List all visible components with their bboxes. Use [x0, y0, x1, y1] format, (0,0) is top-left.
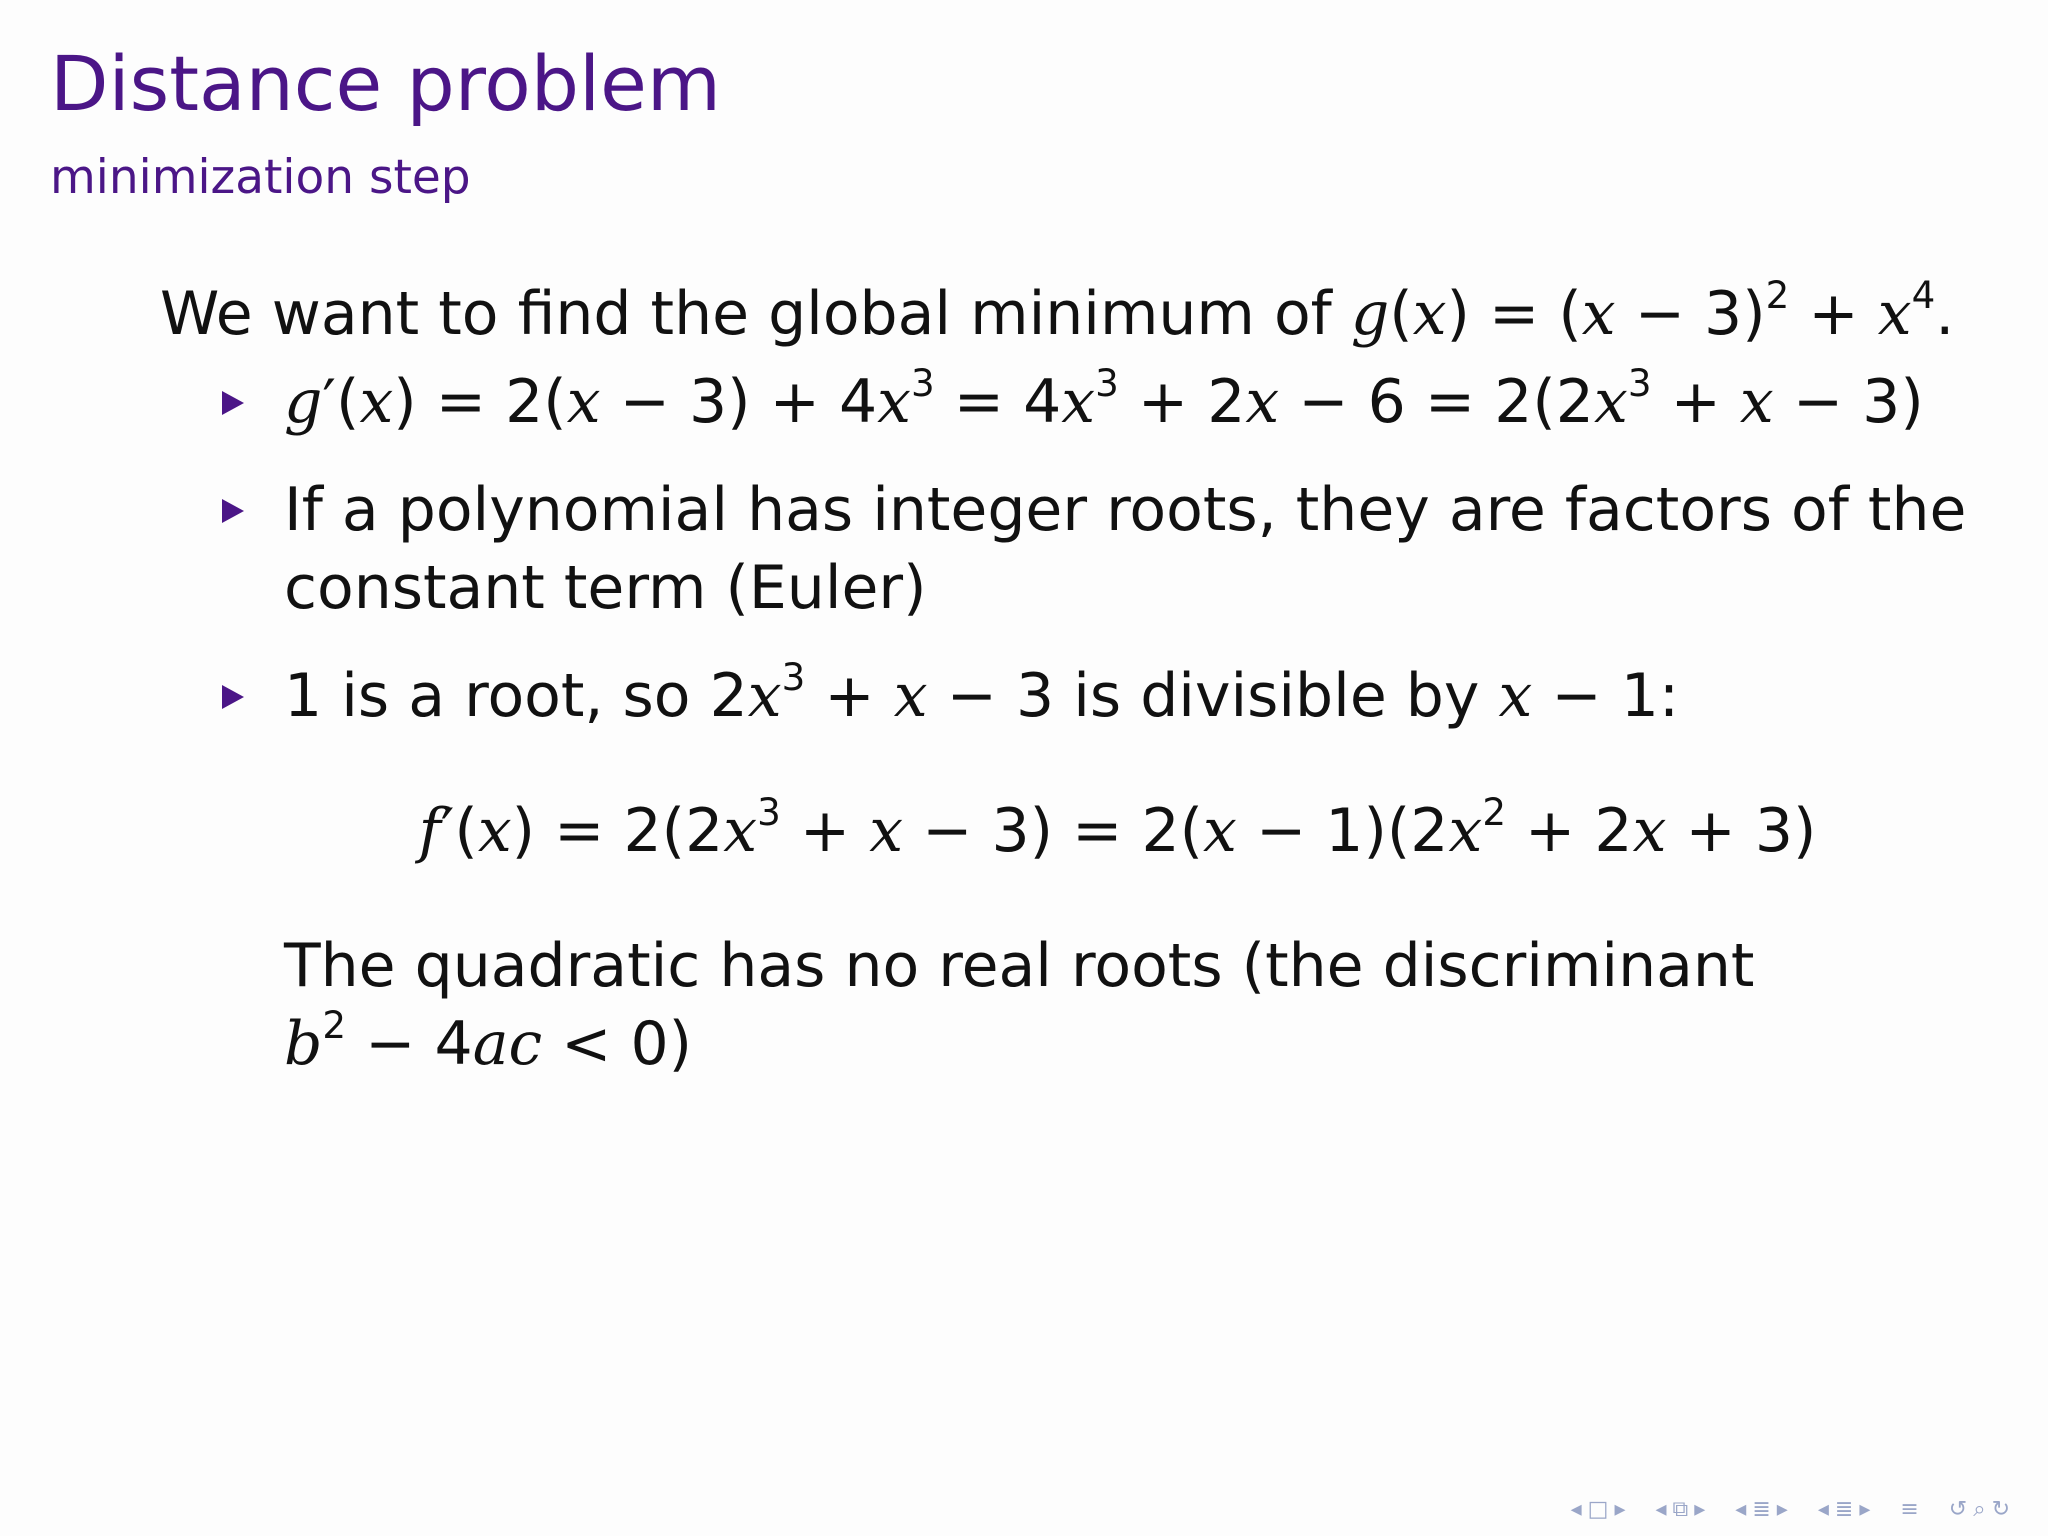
redo-icon[interactable]: ↻ [1991, 1497, 2010, 1522]
math-var: g [1350, 279, 1390, 349]
math-var: x [893, 661, 928, 731]
math-var: x [1498, 661, 1533, 731]
nav-align-group [1900, 1497, 1918, 1522]
math-op: ( [1389, 279, 1413, 349]
math-op: ) = 2( [393, 367, 567, 437]
math-op: + 3) [1666, 796, 1817, 866]
section-icon[interactable]: ≣ [1834, 1497, 1854, 1522]
math-exponent: 3 [911, 360, 935, 405]
math-op: . [1935, 279, 1955, 349]
math-op: + [1651, 367, 1740, 437]
math-op: ) = ( [1446, 279, 1582, 349]
intro-line [160, 272, 1980, 353]
subsection-icon[interactable]: ⧉ [1672, 1497, 1689, 1522]
math-op: − 6 = 2(2 [1279, 367, 1594, 437]
math-var: x [1412, 279, 1447, 349]
nav-section-group-2 [1818, 1497, 1871, 1522]
intro-text: We want to find the global minimum of [160, 279, 1351, 349]
arrow-right-icon[interactable]: ▸ [1859, 1497, 1871, 1522]
bullet-triangle-icon [222, 685, 244, 709]
section-icon[interactable]: ≣ [1752, 1497, 1771, 1522]
nav-frame-group [1571, 1497, 1626, 1522]
math-var: x [1877, 279, 1912, 349]
math-var: x [477, 796, 512, 866]
math-op: − 3 is divisible by [927, 661, 1499, 731]
math-op: − 1)(2 [1236, 796, 1449, 866]
math-op: ) = 2(2 [511, 796, 724, 866]
math-var: x [747, 661, 782, 731]
slide-body [160, 272, 1980, 1083]
math-var: g [284, 367, 323, 437]
math-var: x [877, 367, 911, 437]
slide-title: Distance problem [50, 39, 721, 128]
math-op: + 2 [1505, 796, 1633, 866]
display-equation [160, 789, 1980, 867]
bullet-text-line: constant term (Euler) [284, 553, 927, 623]
arrow-left-icon[interactable]: ◂ [1735, 1497, 1747, 1522]
math-var: x [1061, 367, 1096, 437]
math-op: − 4 [346, 1009, 473, 1079]
arrow-left-icon[interactable]: ◂ [1655, 1497, 1667, 1522]
math-op: + [805, 661, 894, 731]
nav-search-group [1949, 1497, 2010, 1522]
math-var: x [723, 796, 758, 866]
align-icon[interactable]: ≡ [1900, 1497, 1919, 1522]
math-op: − 3) [1615, 279, 1766, 349]
bullet-root [160, 654, 1980, 735]
math-exponent: 4 [1911, 272, 1936, 317]
math-var: x [566, 367, 601, 437]
math-exponent: 2 [1765, 272, 1790, 317]
nav-subsection-group [1655, 1497, 1705, 1522]
arrow-right-icon[interactable]: ▸ [1694, 1497, 1706, 1522]
bullet-triangle-icon [222, 391, 244, 415]
math-exponent: 3 [1627, 360, 1652, 405]
math-exponent: 2 [1482, 789, 1506, 834]
bullet-list [160, 360, 1980, 735]
math-var: x [1632, 796, 1667, 866]
math-op: 1 is a root, so 2 [284, 661, 748, 731]
arrow-right-icon[interactable]: ▸ [1776, 1497, 1788, 1522]
math-op: = 4 [934, 367, 1062, 437]
math-var: ac [472, 1009, 543, 1079]
bullet-integer-roots [160, 471, 1980, 627]
math-var: x [1739, 367, 1774, 437]
math-op: + [1789, 279, 1878, 349]
arrow-left-icon[interactable]: ◂ [1570, 1497, 1582, 1522]
conclusion-paragraph [160, 927, 1980, 1083]
math-var: x [869, 796, 904, 866]
nav-section-group [1735, 1497, 1788, 1522]
search-icon[interactable]: ⌕ [1973, 1497, 1986, 1522]
math-op: − 3) + 4 [600, 367, 878, 437]
math-var: x [1581, 279, 1616, 349]
math-op: ′( [322, 367, 360, 437]
frame-icon[interactable]: □ [1587, 1497, 1609, 1522]
math-op: − 3) [1773, 367, 1924, 437]
conclusion-text: The quadratic has no real roots (the discriminant [284, 931, 1755, 1001]
slide-subtitle: minimization step [50, 150, 471, 205]
math-exponent: 3 [757, 789, 781, 834]
math-var: x [1203, 796, 1237, 866]
undo-icon[interactable]: ↺ [1948, 1497, 1968, 1522]
bullet-text-line: If a polynomial has integer roots, they are factors of the [284, 475, 1967, 545]
math-op: − 3) = 2( [903, 796, 1204, 866]
math-exponent: 2 [322, 1002, 347, 1047]
math-op: − 1: [1532, 661, 1680, 731]
math-exponent: 3 [1095, 360, 1119, 405]
arrow-left-icon[interactable]: ◂ [1817, 1497, 1829, 1522]
math-var: x [1448, 796, 1483, 866]
math-var: f [418, 796, 441, 866]
math-op: ′( [440, 796, 478, 866]
arrow-right-icon[interactable]: ▸ [1614, 1497, 1626, 1522]
math-var: x [1245, 367, 1280, 437]
math-op: < 0) [542, 1009, 693, 1079]
bullet-triangle-icon [222, 499, 244, 523]
math-var: x [359, 367, 394, 437]
math-op: + 2 [1118, 367, 1246, 437]
math-op: + [780, 796, 870, 866]
beamer-navigation [1571, 1497, 2028, 1522]
bullet-derivative [160, 360, 1980, 441]
math-var: x [1593, 367, 1628, 437]
math-var: b [284, 1009, 323, 1079]
math-exponent: 3 [781, 654, 806, 699]
